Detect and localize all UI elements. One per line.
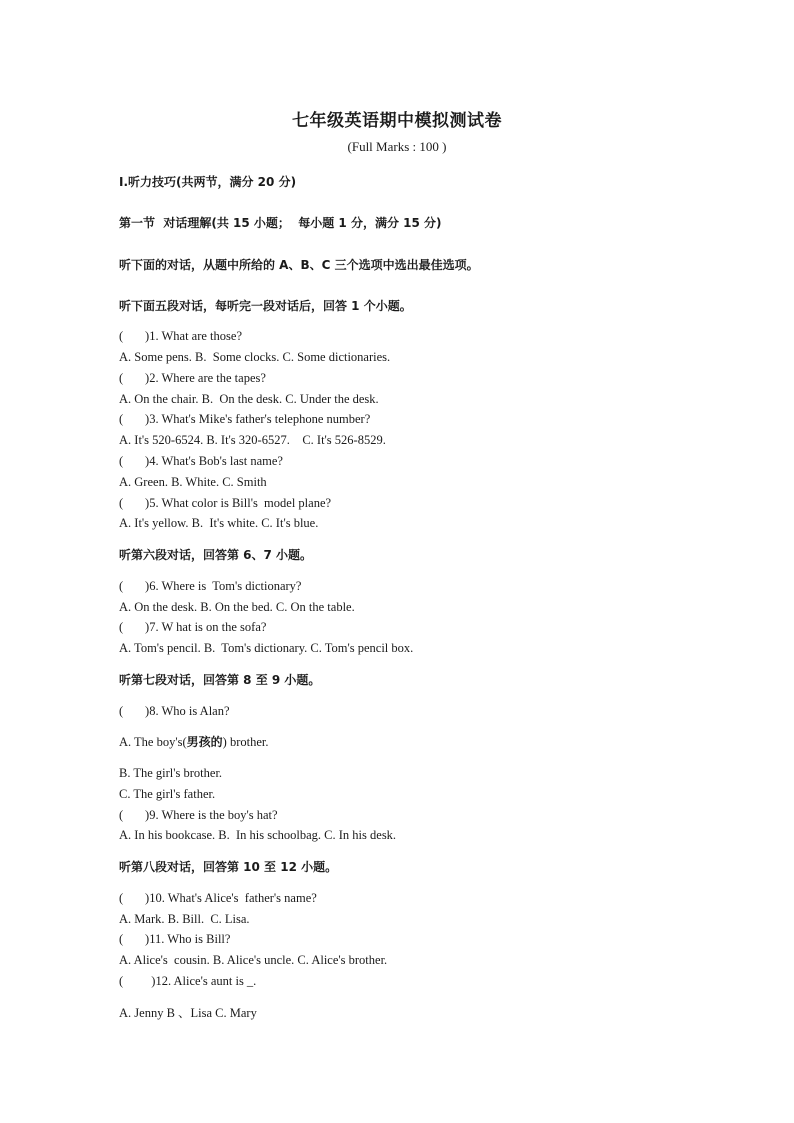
option-text: A. The boy's(: [119, 735, 187, 749]
question-options: A. Alice's cousin. B. Alice's uncle. C. Alice's brother.: [119, 953, 388, 967]
instruction: 听第六段对话，回答第 6、7 小题。: [119, 548, 313, 562]
question-options: A. On the desk. B. On the bed. C. On the table.: [119, 600, 355, 614]
question: ( )7. W hat is on the sofa?: [119, 620, 267, 634]
option-text: ) brother.: [222, 735, 269, 749]
question: ( )12. Alice's aunt is _.: [119, 974, 257, 988]
question-options: A. Tom's pencil. B. Tom's dictionary. C. Tom's pencil box.: [119, 641, 414, 655]
question-options: A. Mark. B. Bill. C. Lisa.: [119, 912, 250, 926]
question-options: A. On the chair. B. On the desk. C. Under the desk.: [119, 392, 379, 406]
question: ( )6. Where is Tom's dictionary?: [119, 579, 302, 593]
question: ( )8. Who is Alan?: [119, 704, 230, 718]
question-options: A. Some pens. B. Some clocks. C. Some dictionaries.: [119, 350, 391, 364]
instruction: 听第七段对话，回答第 8 至 9 小题。: [119, 673, 321, 687]
instruction: 听第八段对话，回答第 10 至 12 小题。: [119, 860, 338, 874]
question-options: A. Jenny B 、Lisa C. Mary: [119, 1006, 257, 1020]
question-options: A. In his bookcase. B. In his schoolbag. C. In his desk.: [119, 828, 397, 842]
question-options: A. It's 520-6524. B. It's 320-6527. C. It's 526-8529.: [119, 433, 386, 447]
question-option-b: B. The girl's brother.: [119, 766, 223, 780]
question: ( )2. Where are the tapes?: [119, 371, 266, 385]
question-options: A. Green. B. White. C. Smith: [119, 475, 267, 489]
question: ( )11. Who is Bill?: [119, 932, 231, 946]
question: ( )4. What's Bob's last name?: [119, 454, 283, 468]
question: ( )5. What color is Bill's model plane?: [119, 496, 332, 510]
question-option-c: C. The girl's father.: [119, 787, 216, 801]
option-text-chinese: 男孩的: [186, 735, 223, 749]
question: ( )9. Where is the boy's hat?: [119, 808, 278, 822]
part-heading: 第一节 对话理解(共 15 小题； 每小题 1 分，满分 15 分): [119, 216, 442, 230]
question-option-a: [119, 734, 268, 750]
question: ( )3. What's Mike's father's telephone number?: [119, 412, 371, 426]
question: ( )1. What are those?: [119, 329, 242, 343]
question: ( )10. What's Alice's father's name?: [119, 891, 317, 905]
page-title: 七年级英语期中模拟测试卷: [292, 111, 502, 131]
instruction: 听下面的对话，从题中所给的 A、B、C 三个选项中选出最佳选项。: [119, 258, 479, 272]
section-heading: I.听力技巧(共两节，满分 20 分): [119, 175, 297, 189]
instruction: 听下面五段对话，每听完一段对话后，回答 1 个小题。: [119, 299, 412, 313]
page-subtitle: (Full Marks : 100 ): [347, 139, 447, 154]
question-options: A. It's yellow. B. It's white. C. It's blue.: [119, 516, 319, 530]
